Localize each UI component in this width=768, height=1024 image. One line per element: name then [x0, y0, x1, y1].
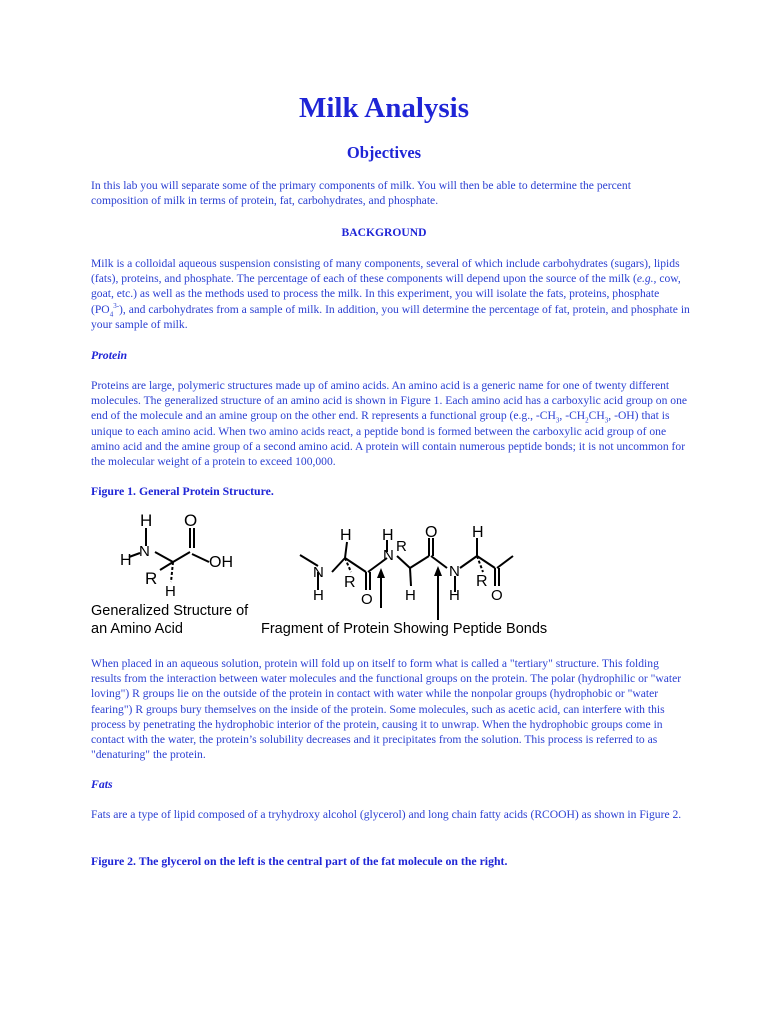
- atom-label: N: [313, 564, 324, 581]
- atom-label: H: [340, 527, 352, 544]
- page-title: Milk Analysis: [298, 92, 470, 124]
- amino-acid-label: an Amino Acid: [91, 621, 183, 637]
- atom-label: H: [165, 583, 176, 600]
- atom-label: O: [184, 511, 198, 530]
- background-heading: BACKGROUND: [341, 226, 427, 239]
- atom-label: O: [491, 587, 503, 604]
- figure1-caption: Figure 1. General Protein Structure.: [91, 484, 274, 498]
- objectives-paragraph: In this lab you will separate some of the primary components of milk. You will then be able to determine the percent composition of milk in terms of protein, fat, carbohydrates, and phosphate.: [91, 179, 631, 208]
- atom-label: H: [140, 511, 153, 530]
- objectives-heading: Objectives: [346, 143, 422, 162]
- atom-label: H: [382, 527, 394, 544]
- atom-label: H: [120, 552, 132, 569]
- protein-heading: Protein: [91, 348, 128, 362]
- amino-acid-label: Generalized Structure of: [91, 603, 249, 619]
- protein-folding-paragraph: When placed in an aqueous solution, protein will fold up on itself to form what is called a "tertiary" structure. This folding results from the interaction between water molecules and the functional groups on the protein. The polar (hydrophilic or "water loving") R groups lie on the outside of the protein in contact with water while the nonpolar groups (hydrophobic or "water fearing") R groups bury themselves on the inside of the protein. Some molecules, such as acetic acid, can interfere with this process by penetrating the hydrophobic interior of the protein, causing it to unwrap. When the hydrophobic groups come in contact with the water, the protein’s solubility decreases and it precipitates from the solution. This process is referred to as "denaturing" the protein.: [91, 657, 682, 762]
- fats-paragraph: Fats are a type of lipid composed of a tryhydroxy alcohol (glycerol) and long chain fatty acids (RCOOH) as shown in Figure 2.: [91, 808, 682, 821]
- atom-label: N: [383, 547, 394, 564]
- atom-label: R: [476, 573, 488, 590]
- atom-label: OH: [209, 554, 233, 571]
- atom-label: N: [449, 563, 460, 580]
- atom-label: R: [145, 569, 158, 588]
- atom-label: H: [472, 524, 484, 541]
- atom-label: O: [361, 591, 373, 608]
- atom-label: R: [344, 574, 356, 591]
- fats-heading: Fats: [91, 777, 113, 791]
- atom-label: O: [425, 524, 438, 541]
- figure2-caption: Figure 2. The glycerol on the left is the central part of the fat molecule on the right.: [91, 854, 508, 868]
- atom-label: H: [449, 587, 460, 604]
- atom-label: H: [313, 587, 324, 604]
- peptide-fragment-label: Fragment of Protein Showing Peptide Bonds: [261, 621, 548, 637]
- atom-label: N: [139, 543, 150, 560]
- atom-label: R: [396, 538, 407, 555]
- atom-label: H: [405, 587, 416, 604]
- protein-paragraph: Proteins are large, polymeric structures made up of amino acids. An amino acid is a generic name for one of twenty different molecules. The generalized structure of an amino acid is shown in Figure 1. Each amino acid has a carboxylic acid group on one end of the molecule and an amine group on the other end. R represents a functional group (e.g., $-CH_3$, $-CH_2CH_3$, -OH) that is unique to each amino acid. When two amino acids react, a peptide bond is formed between the carboxylic acid group of one amino acid and the amine group of a second amino acid. A protein will contain numerous peptide bonds; it is not uncommon for the molecular weight of a protein to exceed 100,000.: [91, 379, 688, 469]
- protein-structure-figure: [85, 510, 585, 640]
- background-paragraph: Milk is a colloidal aqueous suspension consisting of many components, several of which include carbohydrates (sugars), lipids (fats), proteins, and phosphate. The percentage of each of these components will depend upon the source of the milk (e.g., cow, goat, etc.) as well as the methods used to process the milk. In this experiment, you will isolate the fats, proteins, phosphate $(PO_4^{3-})$, and carbohydrates from a sample of milk. In addition, you will determine the percentage of fat, protein, and phosphate in your sample of milk.: [91, 257, 690, 331]
